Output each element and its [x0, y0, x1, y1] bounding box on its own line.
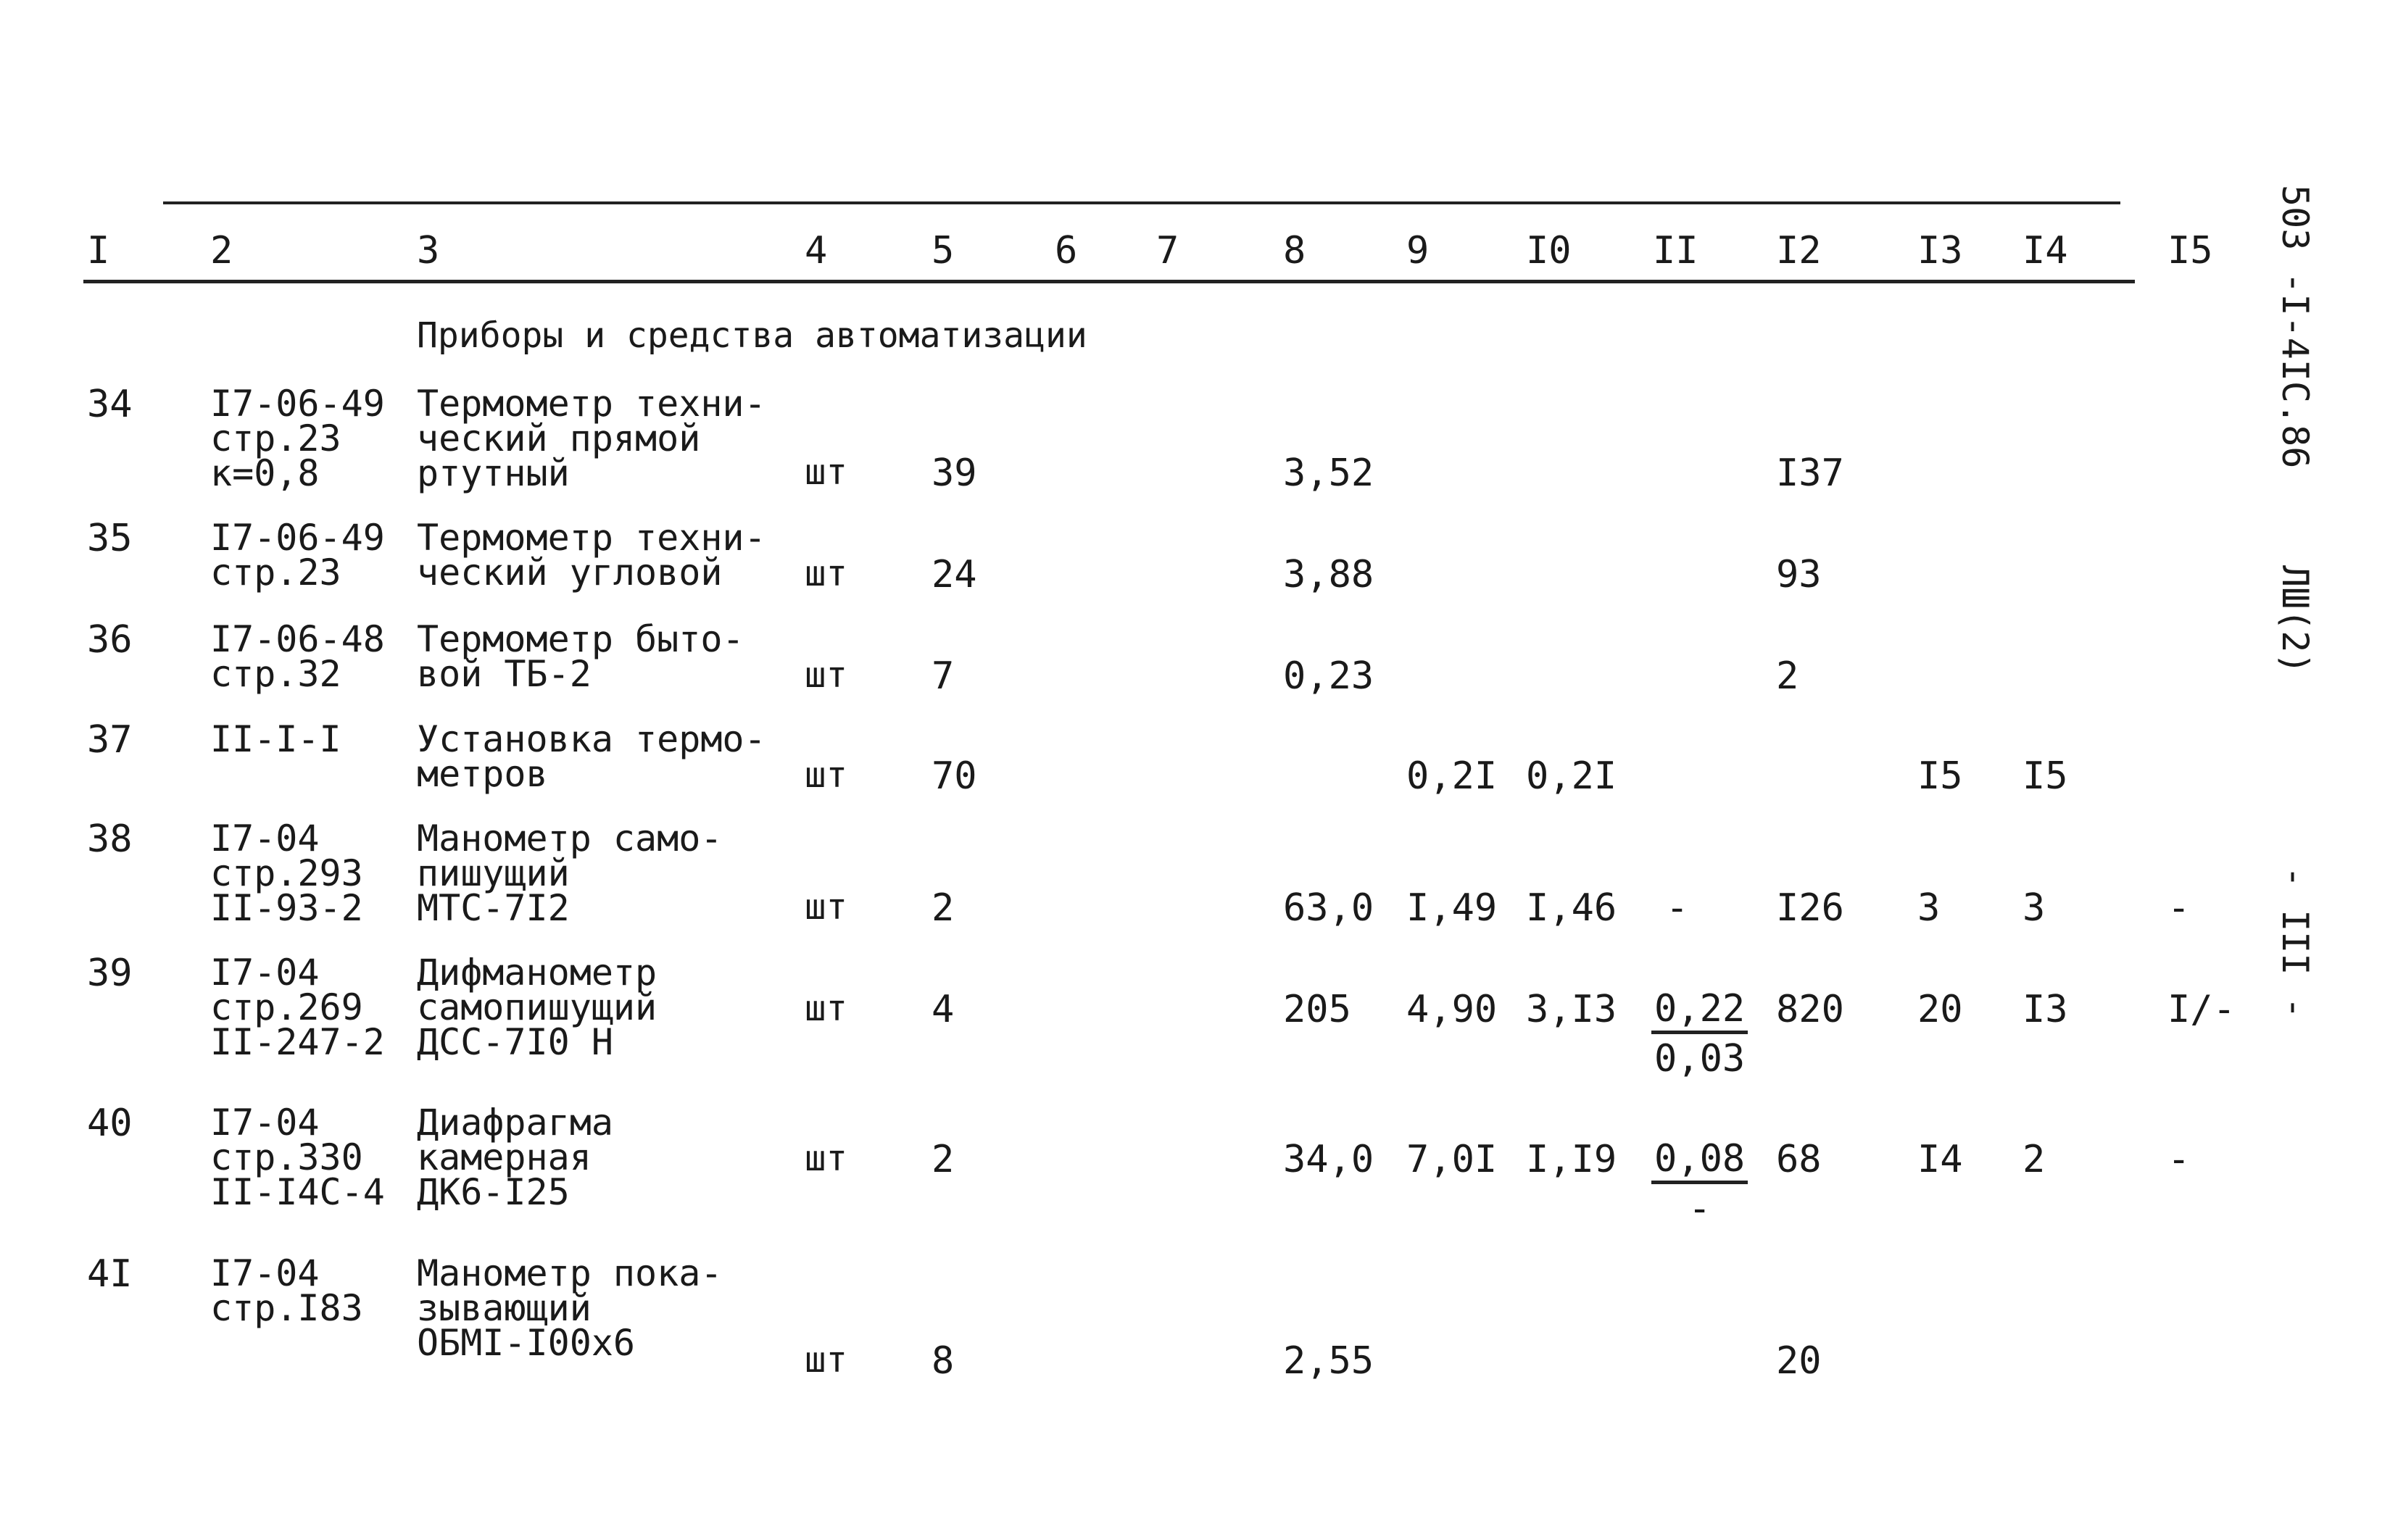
row-number: 34: [87, 383, 133, 426]
row-number: 37: [87, 718, 133, 762]
norm-code-line: II-I-I: [210, 718, 341, 760]
col-header-7: 7: [1156, 229, 1179, 272]
quantity-cell: 2: [932, 1138, 955, 1181]
item-name-line: Манометр пока-: [417, 1252, 723, 1294]
item-name-line: метров: [417, 753, 548, 795]
item-name: [417, 718, 766, 795]
side-doc-code: 503 -I-4IC.86: [2274, 185, 2316, 469]
col-11-denominator: 0,03: [1654, 1037, 1746, 1081]
col-header-15: I5: [2167, 229, 2213, 272]
unit-cell: шт: [805, 1339, 848, 1381]
col-12-cell: 93: [1776, 553, 1822, 596]
col-11-numerator: 0,22: [1651, 988, 1748, 1034]
item-name-line: Термометр техни-: [417, 517, 766, 559]
item-name-line: ческий угловой: [417, 552, 723, 594]
col-8-cell: 0,23: [1283, 654, 1374, 698]
item-name-line: Термометр техни-: [417, 383, 766, 425]
norm-code-line: I7-06-49: [210, 517, 385, 559]
col-10-cell: I,46: [1526, 886, 1617, 930]
col-12-cell: 20: [1776, 1339, 1822, 1383]
col-header-6: 6: [1055, 229, 1078, 272]
table-row: [0, 1102, 2247, 1231]
norm-code: [210, 1252, 363, 1329]
item-name-line: МТС-7I2: [417, 887, 570, 929]
quantity-cell: 70: [932, 754, 977, 798]
item-name-line: Установка термо-: [417, 718, 766, 760]
col-14-cell: 2: [2022, 1138, 2046, 1181]
item-name-line: зывающий: [417, 1287, 592, 1329]
item-name-line: самопишущий: [417, 986, 657, 1028]
table-row: [0, 952, 2247, 1081]
item-name-line: ртутный: [417, 452, 570, 494]
col-8-cell: 3,52: [1283, 451, 1374, 495]
col-9-cell: 4,90: [1406, 988, 1498, 1031]
col-header-2: 2: [210, 229, 233, 272]
col-8-cell: 3,88: [1283, 553, 1374, 596]
item-name-line: вой ТБ-2: [417, 653, 592, 695]
col-13-cell: 3: [1917, 886, 1941, 930]
item-name: [417, 383, 766, 494]
norm-code: [210, 952, 385, 1063]
unit-cell: шт: [805, 553, 848, 594]
item-name-line: ДСС-7I0 Н: [417, 1021, 613, 1063]
col-10-cell: 3,I3: [1526, 988, 1617, 1031]
col-9-cell: I,49: [1406, 886, 1498, 930]
col-header-3: 3: [417, 229, 440, 272]
item-name: [417, 817, 723, 929]
item-name-line: Термометр быто-: [417, 618, 744, 660]
col-13-cell: 20: [1917, 988, 1963, 1031]
table-row: [0, 718, 2247, 838]
col-header-10: I0: [1526, 229, 1572, 272]
quantity-cell: 8: [932, 1339, 955, 1383]
col-9-cell: 7,0I: [1406, 1138, 1498, 1181]
col-header-4: 4: [805, 229, 828, 272]
header-rule: [83, 280, 2135, 283]
table-row: [0, 1252, 2247, 1383]
row-number: 39: [87, 952, 133, 995]
col-12-cell: 68: [1776, 1138, 1822, 1181]
row-number: 36: [87, 618, 133, 662]
item-name: [417, 517, 766, 594]
col-8-cell: 34,0: [1283, 1138, 1374, 1181]
col-11-fraction: [1651, 1139, 1748, 1229]
col-10-cell: 0,2I: [1526, 754, 1617, 798]
norm-code: [210, 718, 341, 760]
top-rule: [163, 201, 2120, 204]
col-header-12: I2: [1776, 229, 1822, 272]
col-11-denominator: -: [1688, 1187, 1712, 1231]
col-8-cell: 205: [1283, 988, 1351, 1031]
col-12-cell: 820: [1776, 988, 1844, 1031]
item-name-line: ческий прямой: [417, 417, 701, 459]
col-15-cell: -: [2167, 1138, 2191, 1181]
quantity-cell: 39: [932, 451, 977, 495]
col-11-fraction: [1651, 988, 1748, 1079]
item-name-line: ДК6-I25: [417, 1171, 570, 1213]
row-number: 35: [87, 517, 133, 560]
norm-code-line: стр.23: [210, 552, 341, 594]
col-14-cell: I3: [2022, 988, 2068, 1031]
unit-cell: шт: [805, 1138, 848, 1179]
norm-code-line: стр.293: [210, 852, 363, 894]
quantity-cell: 2: [932, 886, 955, 930]
col-14-cell: I5: [2022, 754, 2068, 798]
col-header-1: I: [87, 229, 110, 272]
norm-code-line: I7-06-49: [210, 383, 385, 425]
item-name: [417, 618, 744, 695]
col-15-cell: I/-: [2167, 988, 2236, 1031]
col-13-cell: I4: [1917, 1138, 1963, 1181]
col-11-cell: -: [1666, 886, 1689, 930]
item-name-line: Манометр само-: [417, 817, 723, 860]
norm-code: [210, 383, 385, 494]
item-name-line: ОБМI-I00х6: [417, 1322, 636, 1364]
item-name: [417, 952, 657, 1063]
col-14-cell: 3: [2022, 886, 2046, 930]
item-name: [417, 1252, 723, 1364]
table-row: [0, 817, 2247, 937]
unit-cell: шт: [805, 451, 848, 493]
quantity-cell: 7: [932, 654, 955, 698]
col-13-cell: I5: [1917, 754, 1963, 798]
norm-code-line: I7-04: [210, 1252, 320, 1294]
norm-code-line: стр.330: [210, 1136, 363, 1178]
norm-code-line: I7-06-48: [210, 618, 385, 660]
unit-cell: шт: [805, 654, 848, 696]
table-row: [0, 383, 2247, 502]
col-header-8: 8: [1283, 229, 1306, 272]
col-header-5: 5: [932, 229, 955, 272]
col-9-cell: 0,2I: [1406, 754, 1498, 798]
item-name: [417, 1102, 613, 1213]
norm-code-line: II-247-2: [210, 1021, 385, 1063]
col-header-9: 9: [1406, 229, 1430, 272]
col-8-cell: 2,55: [1283, 1339, 1374, 1383]
item-name-line: Диафрагма: [417, 1102, 613, 1144]
col-header-13: I3: [1917, 229, 1963, 272]
item-name-line: Дифманометр: [417, 952, 657, 994]
item-name-line: пишущий: [417, 852, 570, 894]
quantity-cell: 24: [932, 553, 977, 596]
col-header-14: I4: [2022, 229, 2068, 272]
row-number: 38: [87, 817, 133, 861]
unit-cell: шт: [805, 754, 848, 796]
norm-code-line: стр.I83: [210, 1287, 363, 1329]
item-name-line: камерная: [417, 1136, 592, 1178]
col-12-cell: 2: [1776, 654, 1799, 698]
side-page-number: - III -: [2274, 866, 2316, 1019]
norm-code-line: I7-04: [210, 952, 320, 994]
norm-code-line: I7-04: [210, 1102, 320, 1144]
norm-code-line: II-93-2: [210, 887, 363, 929]
norm-code-line: стр.23: [210, 417, 341, 459]
norm-code-line: стр.32: [210, 653, 341, 695]
row-number: 4I: [87, 1252, 133, 1296]
col-11-numerator: 0,08: [1651, 1139, 1748, 1184]
norm-code: [210, 817, 363, 929]
quantity-cell: 4: [932, 988, 955, 1031]
norm-code-line: стр.269: [210, 986, 363, 1028]
col-12-cell: I37: [1776, 451, 1844, 495]
side-sheet-label: ЛШ(2): [2274, 565, 2316, 675]
norm-code-line: II-I4C-4: [210, 1171, 385, 1213]
norm-code: [210, 1102, 385, 1213]
col-12-cell: I26: [1776, 886, 1844, 930]
row-number: 40: [87, 1102, 133, 1145]
norm-code: [210, 618, 385, 695]
norm-code-line: I7-04: [210, 817, 320, 860]
section-title: Приборы и средства автоматизации: [417, 315, 1087, 356]
col-15-cell: -: [2167, 886, 2191, 930]
norm-code: [210, 517, 385, 594]
unit-cell: шт: [805, 886, 848, 928]
col-header-11: II: [1653, 229, 1698, 272]
col-10-cell: I,I9: [1526, 1138, 1617, 1181]
unit-cell: шт: [805, 988, 848, 1029]
col-8-cell: 63,0: [1283, 886, 1374, 930]
norm-code-line: к=0,8: [210, 452, 320, 494]
